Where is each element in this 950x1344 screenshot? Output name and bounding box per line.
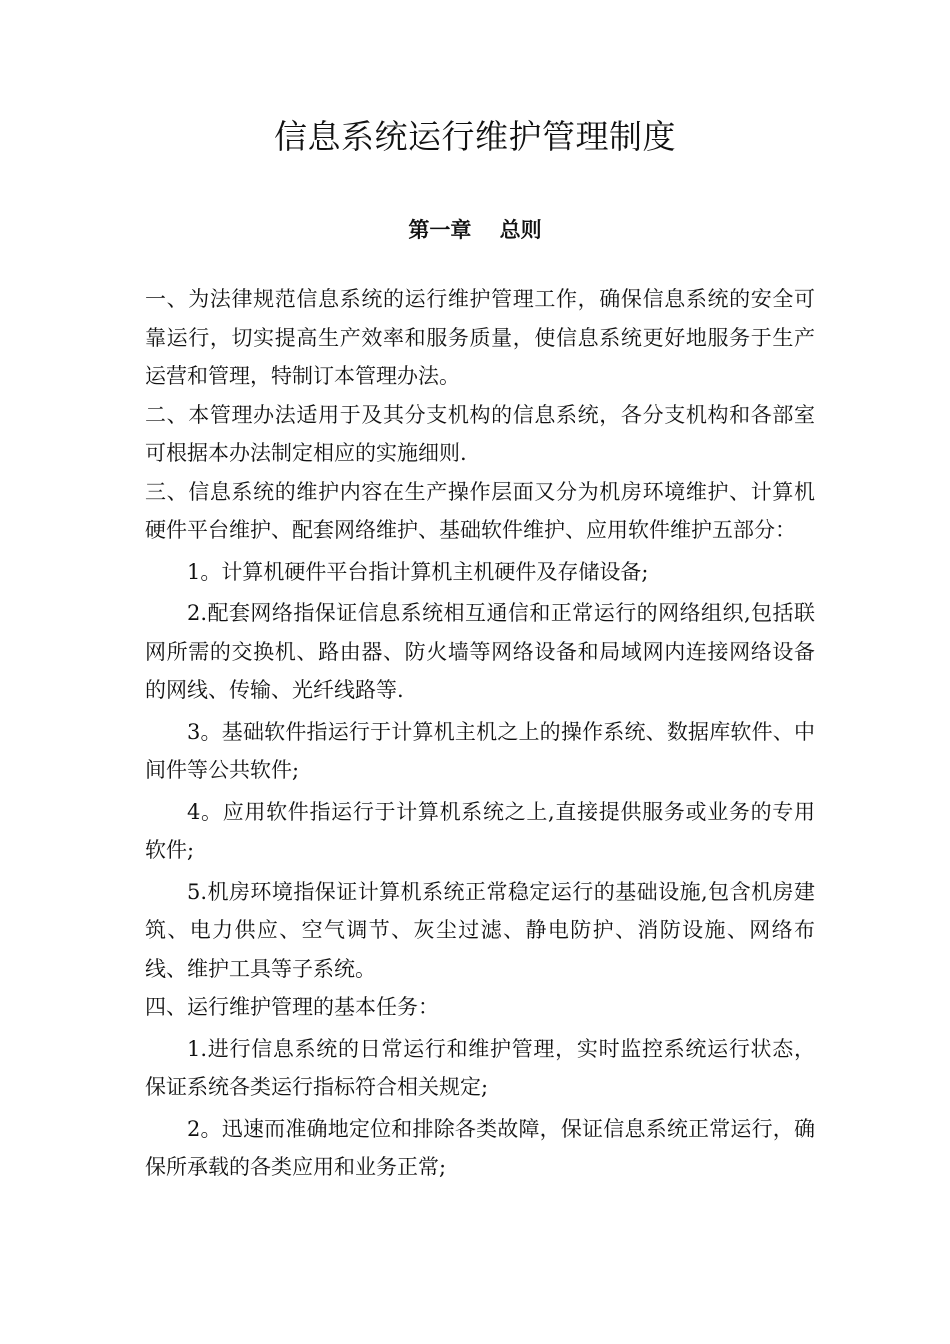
sub-item-3-1: 1。计算机硬件平台指计算机主机硬件及存储设备; bbox=[187, 559, 649, 584]
chapter-title: 第一章 总则 bbox=[408, 217, 542, 242]
sub-item-4-1: 1.进行信息系统的日常运行和维护管理，实时监控系统运行状态，保证系统各类运行指标符合相关规定; bbox=[145, 1036, 815, 1099]
paragraph-3: 三、信息系统的维护内容在生产操作层面又分为机房环境维护、计算机硬件平台维护、配套网络维护、基础软件维护、应用软件维护五部分： bbox=[145, 479, 815, 542]
sub-item-3-5: 5.机房环境指保证计算机系统正常稳定运行的基础设施,包含机房建筑、电力供应、空气调节、灰尘过滤、静电防护、消防设施、网络布线、维护工具等子系统。 bbox=[145, 879, 815, 981]
paragraph-4: 四、运行维护管理的基本任务： bbox=[145, 995, 439, 1019]
sub-item-3-3: 3。基础软件指运行于计算机主机之上的操作系统、数据库软件、中间件等公共软件; bbox=[145, 719, 815, 782]
paragraph-1: 一、为法律规范信息系统的运行维护管理工作，确保信息系统的安全可靠运行，切实提高生产效率和服务质量，使信息系统更好地服务于生产运营和管理，特制订本管理办法。 bbox=[145, 287, 815, 388]
paragraph-2: 二、本管理办法适用于及其分支机构的信息系统，各分支机构和各部室可根据本办法制定相应的实施细则. bbox=[145, 402, 815, 465]
sub-item-3-4: 4。应用软件指运行于计算机系统之上,直接提供服务或业务的专用软件; bbox=[145, 799, 815, 862]
sub-item-4-2: 2。迅速而准确地定位和排除各类故障，保证信息系统正常运行，确保所承载的各类应用和业务正常; bbox=[145, 1116, 815, 1179]
document-title: 信息系统运行维护管理制度 bbox=[274, 117, 676, 156]
document-body bbox=[145, 280, 815, 1187]
sub-item-3-2: 2.配套网络指保证信息系统相互通信和正常运行的网络组织,包括联网所需的交换机、路由器、防火墙等网络设备和局域网内连接网络设备的网线、传输、光纤线路等. bbox=[145, 601, 815, 702]
